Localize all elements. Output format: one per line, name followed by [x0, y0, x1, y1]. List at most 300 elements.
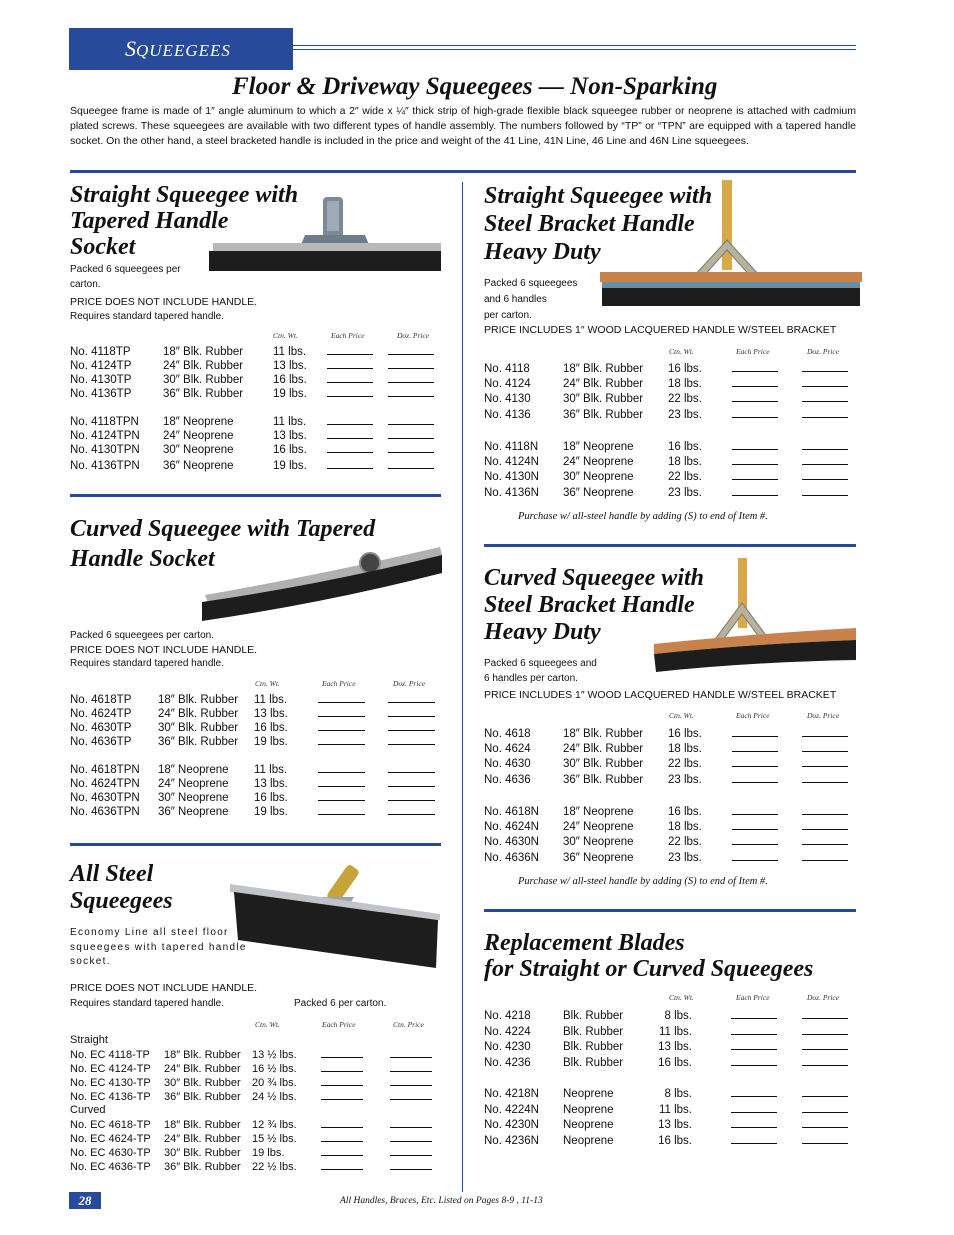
second-price-blank[interactable] — [802, 727, 848, 737]
item-description: 24″ Neoprene — [563, 456, 634, 468]
table-row — [484, 805, 854, 819]
second-price-blank[interactable] — [388, 707, 435, 717]
item-weight: 19 lbs. — [273, 388, 307, 400]
item-number: No. 4124TP — [70, 360, 132, 372]
title-line: Socket — [70, 234, 136, 260]
table-row — [484, 1025, 854, 1039]
item-description: 30″ Blk. Rubber — [563, 758, 644, 770]
second-price-blank[interactable] — [390, 1160, 432, 1170]
item-weight: 16 lbs. — [273, 444, 307, 456]
col-header-doz: Doz. Price — [807, 993, 840, 1002]
section-tab-rest: QUEEGEES — [136, 41, 231, 60]
each-price-blank[interactable] — [327, 459, 373, 469]
each-price-blank[interactable] — [318, 693, 365, 703]
item-description: 18″ Blk. Rubber — [563, 728, 644, 740]
footer-note: All Handles, Braces, Etc. Listed on Pages 8-9 , 11-13 — [340, 1196, 543, 1206]
item-description: 18″ Neoprene — [563, 806, 634, 818]
item-weight: 8 lbs. — [664, 1088, 692, 1100]
each-price-blank[interactable] — [327, 373, 373, 383]
item-weight: 13 lbs. — [254, 708, 288, 720]
second-price-blank[interactable] — [388, 373, 434, 383]
each-price-blank[interactable] — [327, 359, 373, 369]
table-row — [70, 763, 440, 777]
second-price-blank[interactable] — [802, 408, 848, 418]
second-price-blank[interactable] — [388, 359, 434, 369]
item-weight: 13 ½ lbs. — [252, 1049, 297, 1061]
item-description: 24″ Blk. Rubber — [164, 1063, 241, 1075]
second-price-blank[interactable] — [802, 835, 848, 845]
table-row — [70, 1146, 440, 1160]
col-header-each: Each Price — [736, 993, 770, 1002]
curved-group-label: Curved — [70, 1104, 106, 1116]
item-description: 18″ Blk. Rubber — [164, 1049, 241, 1061]
item-description: 36″ Blk. Rubber — [563, 774, 644, 786]
each-price-blank[interactable] — [732, 805, 778, 815]
table-row — [484, 1056, 854, 1070]
item-number: No. 4130N — [484, 471, 539, 483]
curved-tapered-price-note: PRICE DOES NOT INCLUDE HANDLE. — [70, 644, 258, 656]
second-price-blank[interactable] — [388, 805, 435, 815]
item-weight: 11 lbs. — [273, 346, 307, 358]
item-weight: 16 lbs. — [658, 1135, 692, 1147]
item-weight: 11 lbs. — [254, 694, 288, 706]
second-price-blank[interactable] — [388, 777, 435, 787]
second-price-blank[interactable] — [802, 1087, 848, 1097]
second-price-blank[interactable] — [802, 377, 848, 387]
second-price-blank[interactable] — [802, 440, 848, 450]
packed-line: and 6 handles — [484, 294, 547, 305]
item-number: No. 4624TP — [70, 708, 132, 720]
item-weight: 23 lbs. — [668, 852, 702, 864]
each-price-blank[interactable] — [732, 455, 778, 465]
each-price-blank[interactable] — [327, 429, 373, 439]
item-number: No. 4618TP — [70, 694, 132, 706]
straight-tapered-squeegee-image — [205, 195, 443, 275]
second-price-blank[interactable] — [388, 345, 434, 355]
item-number: No. 4618N — [484, 806, 539, 818]
second-price-blank[interactable] — [388, 693, 435, 703]
title-line: Replacement Blades — [484, 930, 685, 956]
title-line: Tapered Handle — [70, 208, 229, 234]
col-header-each: Each Price — [331, 331, 365, 340]
second-price-blank[interactable] — [802, 455, 848, 465]
each-price-blank[interactable] — [327, 415, 373, 425]
table-row — [70, 791, 440, 805]
curved-steel-price-note: PRICE INCLUDES 1″ WOOD LACQUERED HANDLE W/STEEL BRACKET — [484, 689, 837, 701]
second-price-blank[interactable] — [802, 1134, 848, 1144]
item-weight: 11 lbs. — [254, 764, 288, 776]
each-price-blank[interactable] — [321, 1160, 363, 1170]
each-price-blank[interactable] — [732, 773, 778, 783]
curved-tapered-rule — [70, 494, 441, 497]
second-price-blank[interactable] — [388, 387, 434, 397]
item-number: No. 4236N — [484, 1135, 539, 1147]
item-number: No. 4224N — [484, 1104, 539, 1116]
second-price-blank[interactable] — [390, 1090, 432, 1100]
item-weight: 12 ¾ lbs. — [252, 1119, 297, 1131]
item-weight: 18 lbs. — [668, 743, 702, 755]
item-number: No. 4624 — [484, 743, 531, 755]
item-description: 18″ Neoprene — [563, 441, 634, 453]
second-price-blank[interactable] — [388, 429, 434, 439]
item-number: No. 4124 — [484, 378, 531, 390]
each-price-blank[interactable] — [327, 387, 373, 397]
each-price-blank[interactable] — [731, 1118, 777, 1128]
col-header-ctn: Ctn. Wt. — [669, 347, 694, 356]
second-price-blank[interactable] — [802, 486, 848, 496]
second-price-blank[interactable] — [802, 392, 848, 402]
col-header-ctn: Ctn. Wt. — [669, 711, 694, 720]
item-description: 36″ Blk. Rubber — [164, 1091, 241, 1103]
item-description: 36″ Blk. Rubber — [158, 736, 239, 748]
each-price-blank[interactable] — [327, 443, 373, 453]
curved-steel-rule — [484, 544, 856, 547]
title-line: Steel Bracket Handle — [484, 592, 695, 618]
item-description: 24″ Blk. Rubber — [163, 360, 244, 372]
all-steel-desc — [70, 926, 247, 970]
each-price-blank[interactable] — [732, 486, 778, 496]
second-price-blank[interactable] — [390, 1076, 432, 1086]
table-row — [70, 1048, 440, 1062]
item-description: 36″ Blk. Rubber — [563, 409, 644, 421]
title-line: All Steel — [70, 861, 154, 887]
second-price-blank[interactable] — [388, 791, 435, 801]
item-weight: 22 lbs. — [668, 471, 702, 483]
table-row — [70, 345, 440, 359]
item-weight: 16 lbs. — [658, 1057, 692, 1069]
straight-tapered-packed — [70, 263, 181, 292]
each-price-blank[interactable] — [732, 470, 778, 480]
straight-steel-purchase-note: Purchase w/ all-steel handle by adding (S) to end of Item #. — [518, 511, 768, 522]
title-line: for Straight or Curved Squeegees — [484, 956, 814, 982]
table-row — [70, 1076, 440, 1090]
each-price-blank[interactable] — [731, 1087, 777, 1097]
title-line: Curved Squeegee with — [484, 565, 704, 591]
second-price-blank[interactable] — [388, 721, 435, 731]
second-price-blank[interactable] — [802, 773, 848, 783]
second-price-blank[interactable] — [390, 1146, 432, 1156]
second-price-blank[interactable] — [802, 742, 848, 752]
item-number: No. 4236 — [484, 1057, 531, 1069]
item-description: 30″ Blk. Rubber — [164, 1077, 241, 1089]
each-price-blank[interactable] — [318, 763, 365, 773]
item-number: No. 4218 — [484, 1010, 531, 1022]
col-header-doz: Doz. Price — [807, 347, 840, 356]
col-header-each: Each Price — [736, 711, 770, 720]
item-description: 30″ Neoprene — [163, 444, 234, 456]
second-price-blank[interactable] — [802, 362, 848, 372]
item-description: 24″ Blk. Rubber — [563, 743, 644, 755]
table-row — [70, 429, 440, 443]
item-weight: 19 lbs. — [254, 736, 288, 748]
item-description: 30″ Neoprene — [158, 792, 229, 804]
title-line: Curved Squeegee with Tapered — [70, 516, 376, 542]
second-price-blank[interactable] — [802, 1103, 848, 1113]
each-price-blank[interactable] — [732, 440, 778, 450]
item-weight: 13 lbs. — [273, 360, 307, 372]
packed-line: 6 handles per carton. — [484, 672, 578, 684]
each-price-blank[interactable] — [321, 1132, 363, 1142]
each-price-blank[interactable] — [318, 721, 365, 731]
each-price-blank[interactable] — [318, 777, 365, 787]
each-price-blank[interactable] — [321, 1048, 363, 1058]
item-description: Neoprene — [563, 1088, 614, 1100]
item-number: No. EC 4130-TP — [70, 1077, 151, 1089]
col-header-ctn-price: Ctn. Price — [393, 1020, 424, 1029]
each-price-blank[interactable] — [321, 1118, 363, 1128]
all-steel-title — [70, 861, 173, 915]
item-number: No. 4124N — [484, 456, 539, 468]
table-row — [484, 727, 854, 741]
item-description: 36″ Neoprene — [563, 487, 634, 499]
item-description: 18″ Blk. Rubber — [164, 1119, 241, 1131]
item-weight: 22 lbs. — [668, 393, 702, 405]
item-weight: 23 lbs. — [668, 487, 702, 499]
all-steel-packed: Packed 6 per carton. — [294, 998, 387, 1009]
packed-line: Packed 6 squeegees and — [484, 658, 597, 669]
each-price-blank[interactable] — [731, 1134, 777, 1144]
second-price-blank[interactable] — [802, 1040, 848, 1050]
each-price-blank[interactable] — [731, 1040, 777, 1050]
table-row — [484, 486, 854, 500]
second-price-blank[interactable] — [388, 415, 434, 425]
second-price-blank[interactable] — [388, 459, 434, 469]
each-price-blank[interactable] — [732, 820, 778, 830]
item-weight: 16 lbs. — [668, 363, 702, 375]
each-price-blank[interactable] — [732, 408, 778, 418]
desc-line: socket. — [70, 956, 111, 967]
table-row — [70, 443, 440, 457]
packed-line: per carton. — [484, 310, 532, 321]
page-title: Floor & Driveway Squeegees — Non-Sparking — [232, 73, 718, 100]
second-price-blank[interactable] — [802, 851, 848, 861]
item-number: No. 4630TPN — [70, 792, 140, 804]
second-price-blank[interactable] — [802, 470, 848, 480]
item-description: Blk. Rubber — [563, 1041, 624, 1053]
each-price-blank[interactable] — [318, 791, 365, 801]
col-header-each: Each Price — [322, 1020, 356, 1029]
each-price-blank[interactable] — [731, 1056, 777, 1066]
replacement-rule — [484, 909, 856, 912]
curved-tapered-packed: Packed 6 squeegees per carton. — [70, 630, 214, 641]
col-header-doz: Doz. Price — [807, 711, 840, 720]
each-price-blank[interactable] — [318, 735, 365, 745]
item-number: No. 4636TPN — [70, 806, 140, 818]
item-weight: 11 lbs. — [658, 1026, 692, 1038]
each-price-blank[interactable] — [732, 362, 778, 372]
title-line: Heavy Duty — [484, 619, 601, 645]
table-row — [70, 387, 440, 401]
each-price-blank[interactable] — [732, 835, 778, 845]
straight-group-label: Straight — [70, 1034, 108, 1046]
item-description: 30″ Blk. Rubber — [164, 1147, 241, 1159]
second-price-blank[interactable] — [388, 735, 435, 745]
each-price-blank[interactable] — [732, 727, 778, 737]
section-tab — [69, 28, 293, 70]
all-steel-price-note: PRICE DOES NOT INCLUDE HANDLE. — [70, 982, 258, 994]
each-price-blank[interactable] — [732, 851, 778, 861]
item-number: No. 4624N — [484, 821, 539, 833]
table-row — [484, 820, 854, 834]
all-steel-squeegee-image — [228, 862, 443, 972]
item-description: 24″ Neoprene — [158, 778, 229, 790]
item-number: No. 4130TPN — [70, 444, 140, 456]
table-row — [484, 1118, 854, 1132]
each-price-blank[interactable] — [327, 345, 373, 355]
packed-line: carton. — [70, 278, 101, 290]
table-row — [484, 470, 854, 484]
second-price-blank[interactable] — [802, 757, 848, 767]
straight-steel-squeegee-image — [590, 180, 865, 310]
each-price-blank[interactable] — [732, 377, 778, 387]
table-row — [70, 359, 440, 373]
col-header-each: Each Price — [322, 679, 356, 688]
item-number: No. EC 4618-TP — [70, 1119, 151, 1131]
table-row — [484, 1087, 854, 1101]
each-price-blank[interactable] — [318, 707, 365, 717]
second-price-blank[interactable] — [388, 443, 434, 453]
item-weight: 22 lbs. — [668, 836, 702, 848]
straight-steel-price-note: PRICE INCLUDES 1″ WOOD LACQUERED HANDLE W/STEEL BRACKET — [484, 324, 837, 336]
item-description: 24″ Neoprene — [563, 821, 634, 833]
table-row — [484, 1103, 854, 1117]
column-divider — [462, 182, 463, 1192]
item-weight: 23 lbs. — [668, 774, 702, 786]
each-price-blank[interactable] — [731, 1009, 777, 1019]
table-row — [484, 1009, 854, 1023]
item-number: No. EC 4624-TP — [70, 1133, 151, 1145]
item-number: No. 4630N — [484, 836, 539, 848]
col-header-ctn: Ctn. Wt. — [255, 679, 280, 688]
table-row — [70, 1132, 440, 1146]
each-price-blank[interactable] — [318, 805, 365, 815]
table-row — [484, 377, 854, 391]
item-weight: 16 lbs. — [273, 374, 307, 386]
desc-line: Economy Line all steel floor — [70, 927, 229, 938]
item-number: No. 4136TP — [70, 388, 132, 400]
second-price-blank[interactable] — [802, 1118, 848, 1128]
table-row — [70, 459, 440, 473]
item-description: 36″ Neoprene — [163, 460, 234, 472]
col-header-ctn: Ctn. Wt. — [669, 993, 694, 1002]
second-price-blank[interactable] — [802, 1009, 848, 1019]
each-price-blank[interactable] — [732, 742, 778, 752]
item-number: No. 4636 — [484, 774, 531, 786]
title-line: Straight Squeegee with — [70, 182, 299, 208]
intro-paragraph: Squeegee frame is made of 1″ angle aluminum to which a 2″ wide x ¼″ thick strip of high-grade flexible black squeegee rubber or neoprene is attached with cadmium plated screws. These squeegees are available with two different types of handle assembly. The numbers followed by “TP” or “TPN” are equipped with a tapered handle socket. On the other hand, a steel bracketed handle is included in the price and weight of the 41 Line, 41N Line, 46 Line and 46N Line squeegees. — [70, 105, 856, 148]
item-weight: 18 lbs. — [668, 821, 702, 833]
table-row — [484, 773, 854, 787]
item-number: No. 4230 — [484, 1041, 531, 1053]
item-description: 24″ Blk. Rubber — [164, 1133, 241, 1145]
table-row — [70, 1160, 440, 1174]
second-price-blank[interactable] — [802, 805, 848, 815]
item-number: No. 4124TPN — [70, 430, 140, 442]
item-description: Blk. Rubber — [563, 1026, 624, 1038]
item-weight: 16 lbs. — [668, 728, 702, 740]
item-weight: 19 lbs. — [252, 1147, 285, 1159]
item-weight: 13 lbs. — [658, 1119, 692, 1131]
each-price-blank[interactable] — [731, 1025, 777, 1035]
second-price-blank[interactable] — [388, 763, 435, 773]
each-price-blank[interactable] — [732, 392, 778, 402]
each-price-blank[interactable] — [731, 1103, 777, 1113]
item-description: 18″ Blk. Rubber — [158, 694, 239, 706]
second-price-blank[interactable] — [802, 1056, 848, 1066]
item-weight: 22 lbs. — [668, 758, 702, 770]
item-number: No. 4136N — [484, 487, 539, 499]
item-number: No. 4136TPN — [70, 460, 140, 472]
item-weight: 16 lbs. — [254, 722, 288, 734]
item-number: No. 4218N — [484, 1088, 539, 1100]
second-price-blank[interactable] — [390, 1048, 432, 1058]
item-number: No. 4636N — [484, 852, 539, 864]
item-description: 24″ Blk. Rubber — [563, 378, 644, 390]
each-price-blank[interactable] — [321, 1062, 363, 1072]
desc-line: squeegees with tapered handle — [70, 941, 247, 953]
table-row — [484, 362, 854, 376]
item-weight: 22 ½ lbs. — [252, 1161, 297, 1173]
each-price-blank[interactable] — [321, 1090, 363, 1100]
item-number: No. 4618TPN — [70, 764, 140, 776]
curved-steel-packed — [484, 657, 597, 686]
table-row — [70, 415, 440, 429]
item-description: 18″ Blk. Rubber — [163, 346, 244, 358]
second-price-blank[interactable] — [802, 1025, 848, 1035]
item-description: 36″ Blk. Rubber — [163, 388, 244, 400]
table-row — [484, 408, 854, 422]
packed-line: Packed 6 squeegees — [484, 278, 578, 289]
each-price-blank[interactable] — [321, 1076, 363, 1086]
table-row — [70, 1062, 440, 1076]
item-description: 30″ Blk. Rubber — [163, 374, 244, 386]
col-header-doz: Doz. Price — [397, 331, 430, 340]
table-row — [484, 835, 854, 849]
second-price-blank[interactable] — [390, 1118, 432, 1128]
second-price-blank[interactable] — [802, 820, 848, 830]
item-description: Neoprene — [563, 1104, 614, 1116]
straight-tapered-price-note: PRICE DOES NOT INCLUDE HANDLE. — [70, 296, 258, 308]
section-tab-first: S — [125, 36, 136, 61]
item-number: No. 4618 — [484, 728, 531, 740]
each-price-blank[interactable] — [732, 757, 778, 767]
item-description: 18″ Blk. Rubber — [563, 363, 644, 375]
table-row — [484, 757, 854, 771]
item-weight: 11 lbs. — [273, 416, 307, 428]
table-row — [70, 735, 440, 749]
intro-rule — [70, 170, 856, 173]
curved-steel-purchase-note: Purchase w/ all-steel handle by adding (S) to end of Item #. — [518, 876, 768, 887]
item-number: No. EC 4630-TP — [70, 1147, 151, 1159]
item-weight: 16 ½ lbs. — [252, 1063, 297, 1075]
header-rule — [293, 45, 856, 50]
item-number: No. 4118TPN — [70, 416, 139, 428]
title-line: Handle Socket — [70, 546, 215, 572]
item-number: No. EC 4124-TP — [70, 1063, 151, 1075]
item-weight: 13 lbs. — [273, 430, 307, 442]
second-price-blank[interactable] — [390, 1062, 432, 1072]
item-weight: 8 lbs. — [664, 1010, 692, 1022]
col-header-ctn: Ctn. Wt. — [255, 1020, 280, 1029]
item-number: No. 4118 — [484, 363, 530, 375]
item-weight: 16 lbs. — [668, 806, 702, 818]
each-price-blank[interactable] — [321, 1146, 363, 1156]
second-price-blank[interactable] — [390, 1132, 432, 1142]
item-weight: 20 ¾ lbs. — [252, 1077, 297, 1089]
table-row — [484, 851, 854, 865]
item-number: No. 4118N — [484, 441, 539, 453]
item-number: No. 4130TP — [70, 374, 132, 386]
